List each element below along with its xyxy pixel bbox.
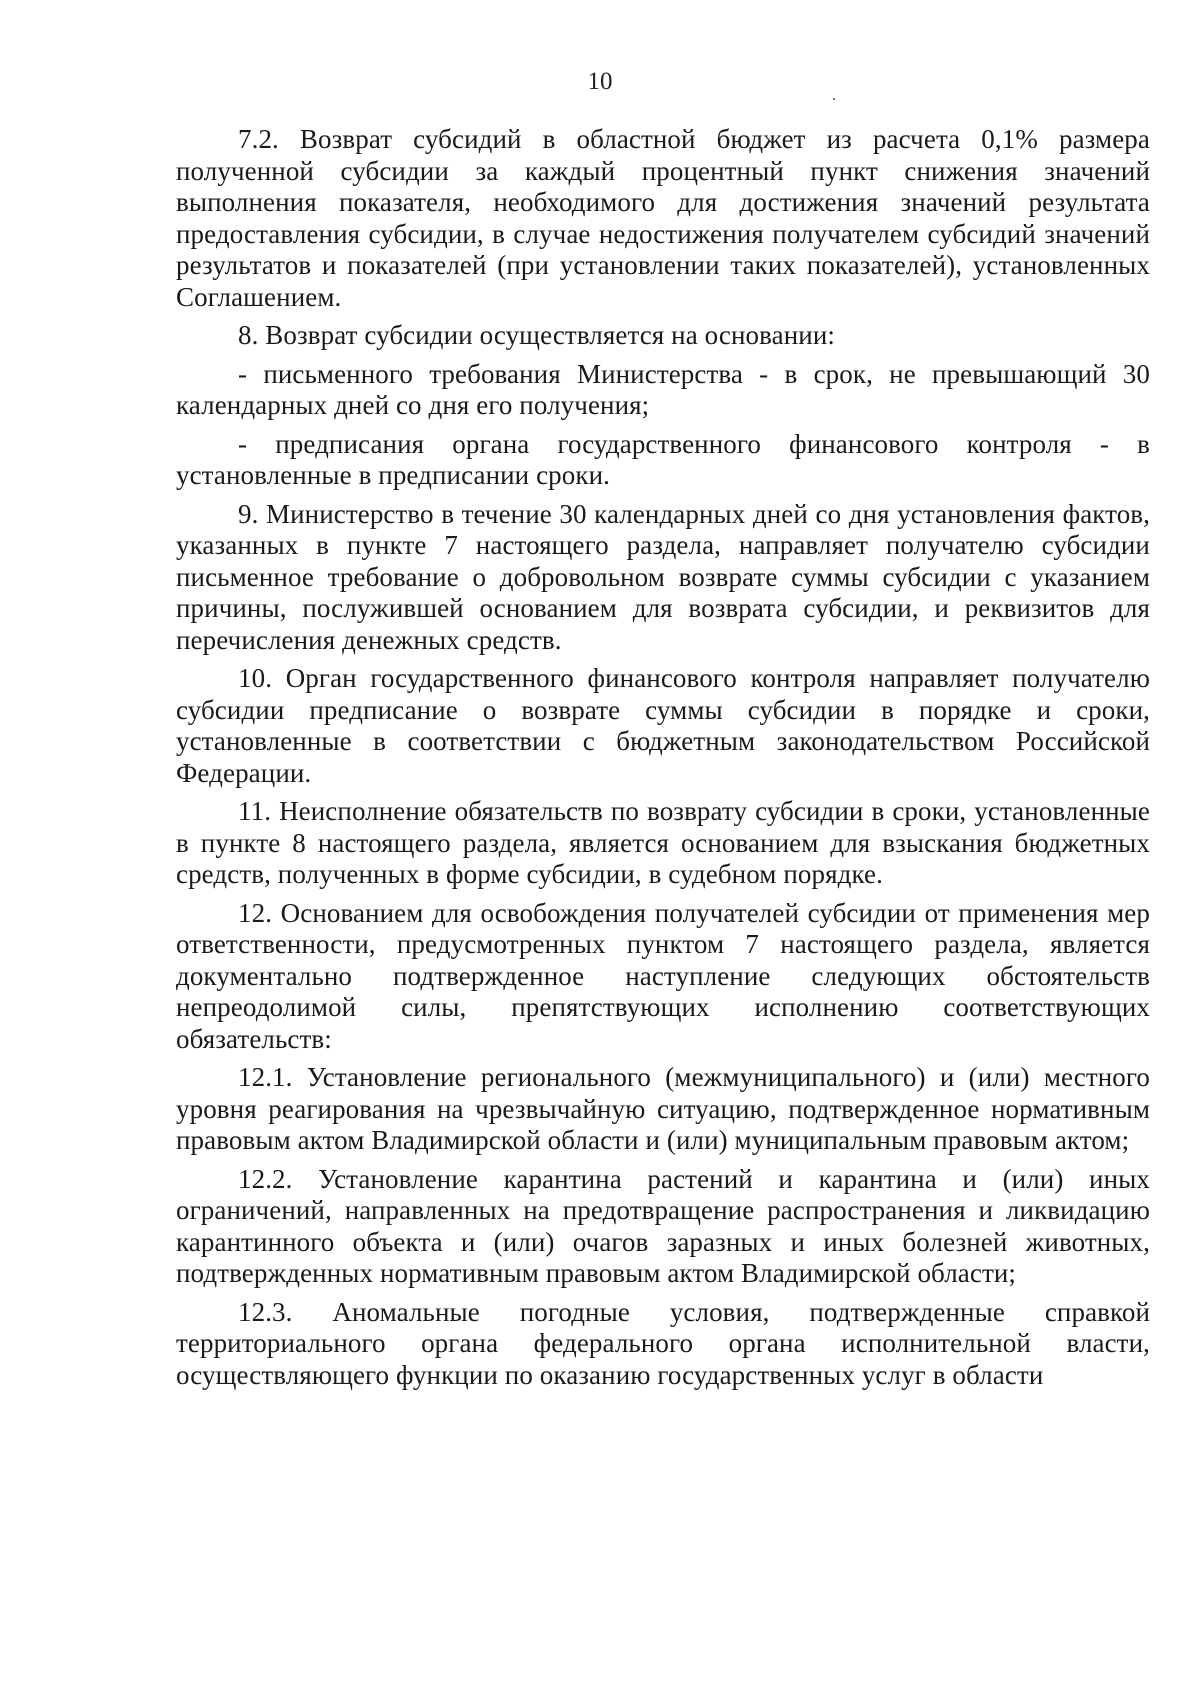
paragraph-11: 11. Неисполнение обязательств по возврату субсидии в сроки, установленные в пункте 8 настоящего раздела, является основанием для взыскания бюджетных средств, полученных в форме субсидии, в судебном порядке.	[176, 796, 1150, 889]
paragraph-8-item-1: - письменного требования Министерства - в срок, не превышающий 30 календарных дней со дня его получения;	[176, 358, 1150, 420]
paragraph-8-item-2: - предписания органа государственного финансового контроля - в установленные в предписании сроки.	[176, 428, 1150, 490]
page-number: 10	[587, 68, 613, 95]
paragraph-10: 10. Орган государственного финансового контроля направляет получателю субсидии предписание о возврате суммы субсидии в порядке и сроки, установленные в соответствии с бюджетным законодательством Российской Федерации.	[176, 663, 1150, 788]
paragraph-9: 9. Министерство в течение 30 календарных дней со дня установления фактов, указанных в пункте 7 настоящего раздела, направляет получателю субсидии письменное требование о добровольном возврате суммы субсидии с указанием причины, послужившей основанием для возврата субсидии, и реквизитов для перечисления денежных средств.	[176, 498, 1150, 655]
paragraph-12-3: 12.3. Аномальные погодные условия, подтвержденные справкой территориального органа федерального органа исполнительной власти, осуществляющего функции по оказанию государственных услуг в области	[176, 1296, 1150, 1390]
paragraph-8: 8. Возврат субсидии осуществляется на основании:	[238, 320, 835, 350]
scan-speck	[833, 98, 835, 100]
paragraph-12: 12. Основанием для освобождения получателей субсидии от применения мер ответственности, предусмотренных пунктом 7 настоящего раздела, является документально подтвержденное наступление следующих обстоятельств непреодолимой силы, препятствующих исполнению соответствующих обязательств:	[176, 897, 1150, 1054]
paragraph-7-2: 7.2. Возврат субсидий в областной бюджет из расчета 0,1% размера полученной субсидии за каждый процентный пункт снижения значений выполнения показателя, необходимого для достижения значений результата предоставления субсидии, в случае недостижения получателем субсидий значений результатов и показателей (при установлении таких показателей), установленных Соглашением.	[176, 124, 1150, 312]
paragraph-12-1: 12.1. Установление регионального (межмуниципального) и (или) местного уровня реагирования на чрезвычайную ситуацию, подтвержденное нормативным правовым актом Владимирской области и (или) муниципальным правовым актом;	[176, 1062, 1150, 1155]
document-body	[176, 124, 1150, 1398]
paragraph-12-2: 12.2. Установление карантина растений и карантина и (или) иных ограничений, направленных на предотвращение распространения и ликвидацию карантинного объекта и (или) очагов заразных и иных болезней животных, подтвержденных нормативным правовым актом Владимирской области;	[176, 1163, 1150, 1288]
